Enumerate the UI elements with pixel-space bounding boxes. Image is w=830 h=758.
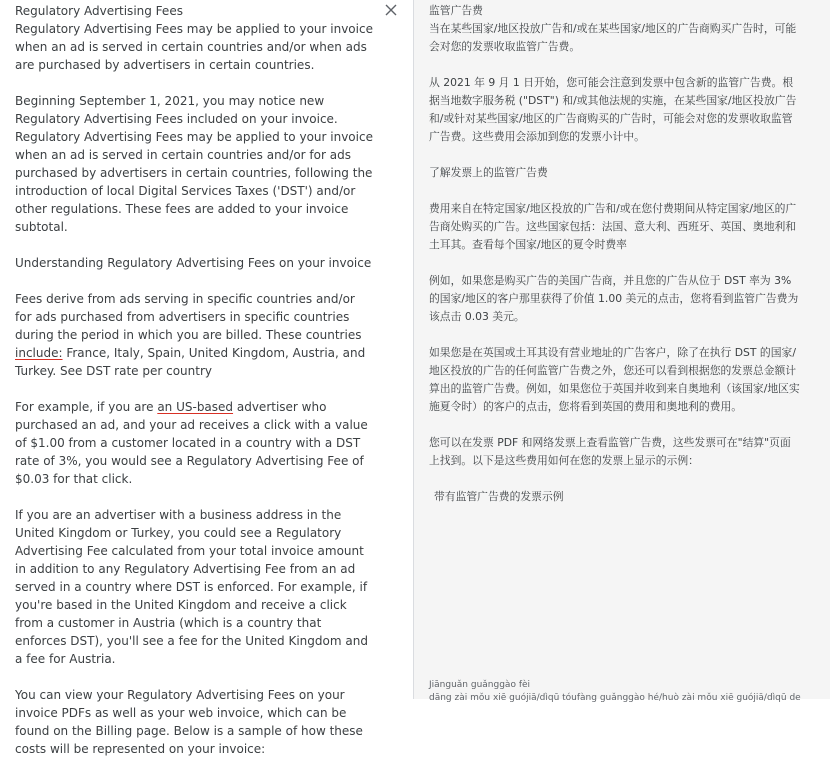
- source-paragraph-5: [15, 398, 373, 488]
- romanization-text: [429, 679, 809, 705]
- source-text-pane: [0, 0, 413, 756]
- translation-paragraph-8: 带有监管广告费的发票示例: [434, 490, 564, 503]
- source-paragraph-3: Understanding Regulatory Advertising Fees on your invoice: [15, 256, 372, 270]
- source-paragraph-4-b: France, Italy, Spain, United Kingdom, Austria, and Turkey. See DST rate per country: [15, 346, 366, 378]
- source-paragraph-1: Regulatory Advertising Fees may be applied to your invoice when an ad is served in certain countries and/or when ads are purchased by advertisers in certain countries.: [15, 22, 373, 72]
- source-paragraph-5-a: For example, if you are: [15, 400, 158, 414]
- source-paragraph-7: You can view your Regulatory Advertising Fees on your invoice PDFs as well as your web invoice, which can be found on the Billing page. Below is a sample of how these costs will be represented on your invoice:: [15, 688, 363, 756]
- source-paragraph-4: [15, 290, 373, 380]
- clear-source-button[interactable]: [383, 2, 399, 18]
- close-icon: [385, 4, 397, 16]
- romanization-line-1: Jiānguǎn guǎnggào fèi: [429, 680, 531, 690]
- source-paragraph-6: If you are an advertiser with a business address in the United Kingdom or Turkey, you could see a Regulatory Advertising Fee calculated from your total invoice amount in addition to any Regulatory Advertising Fee from an ad served in a country where DST is enforced. For example, if you're based in the United Kingdom and receive a click from a customer in Austria (which is a country that enforces DST), you'll see a fee for the United Kingdom and a fee for Austria.: [15, 508, 368, 666]
- translation-title: 监管广告费: [429, 4, 483, 17]
- spelling-suggestion-include[interactable]: include:: [15, 346, 63, 360]
- translation-paragraph-2: 从 2021 年 9 月 1 日开始，您可能会注意到发票中包含新的监管广告费。根据当地数字服务税 ("DST") 和/或其他法规的实施，在某些国家/地区投放广告和/或针对某些国家/地区的广告商购买的广告时，可能会对您的发票收取监管广告费。这些费用会添加到您的发票小计中。: [429, 76, 797, 143]
- translation-paragraph-5: 例如，如果您是购买广告的美国广告商，并且您的广告从位于 DST 率为 3% 的国家/地区的客户那里获得了价值 1.00 美元的点击，您将看到监管广告费为该点击 0.03 美元。: [429, 274, 799, 323]
- romanization-line-2: dāng zài mǒu xiē guójiā/dìqū tóufàng guǎnggào hé/huò zài mǒu xiē guójiā/dìqū de: [429, 693, 801, 703]
- translation-paragraph-3: 了解发票上的监管广告费: [429, 166, 548, 179]
- translation-paragraph-7: 您可以在发票 PDF 和网络发票上查看监管广告费，这些发票可在"结算"页面上找到。以下是这些费用如何在您的发票上显示的示例：: [429, 436, 791, 467]
- source-paragraph-4-a: Fees derive from ads serving in specific countries and/or for ads purchased from advertisers in specific countries during the period in which you are billed. These countries: [15, 292, 362, 342]
- source-paragraph-5-b: advertiser who purchased an ad, and your ad receives a click with a value of $1.00 from a customer located in a country with a DST rate of 3%, you would see a Regulatory Advertising Fee of $0.03 for that click.: [15, 400, 368, 486]
- source-title: Regulatory Advertising Fees: [15, 4, 183, 18]
- translation-paragraph-6: 如果您是在英国或土耳其设有营业地址的广告客户，除了在执行 DST 的国家/地区投放的广告的任何监管广告费之外，您还可以看到根据您的发票总金额计算出的监管广告费。例如，如果您位于英国并收到来自奥地利（该国家/地区实施夏令时）的客户的点击，您将看到英国的费用和奥地利的费用。: [429, 346, 800, 413]
- source-paragraph-2: Beginning September 1, 2021, you may notice new Regulatory Advertising Fees included on your invoice. Regulatory Advertising Fees may be applied to your invoice when an ad is served in certain countries and/or for ads purchased by advertisers in certain countries, following the introduction of local Digital Services Taxes ('DST') and/or other regulations. These fees are added to your invoice subtotal.: [15, 94, 373, 234]
- translation-paragraph-1: 当在某些国家/地区投放广告和/或在某些国家/地区的广告商购买广告时，可能会对您的发票收取监管广告费。: [429, 22, 797, 53]
- translation-paragraph-4: 费用来自在特定国家/地区投放的广告和/或在您付费期间从特定国家/地区的广告商处购买的广告。这些国家包括：法国、意大利、西班牙、英国、奥地利和土耳其。查看每个国家/地区的夏令时费率: [429, 202, 797, 251]
- translation-pane: [414, 0, 830, 703]
- grammar-suggestion-an-us-based[interactable]: an US-based: [157, 400, 234, 414]
